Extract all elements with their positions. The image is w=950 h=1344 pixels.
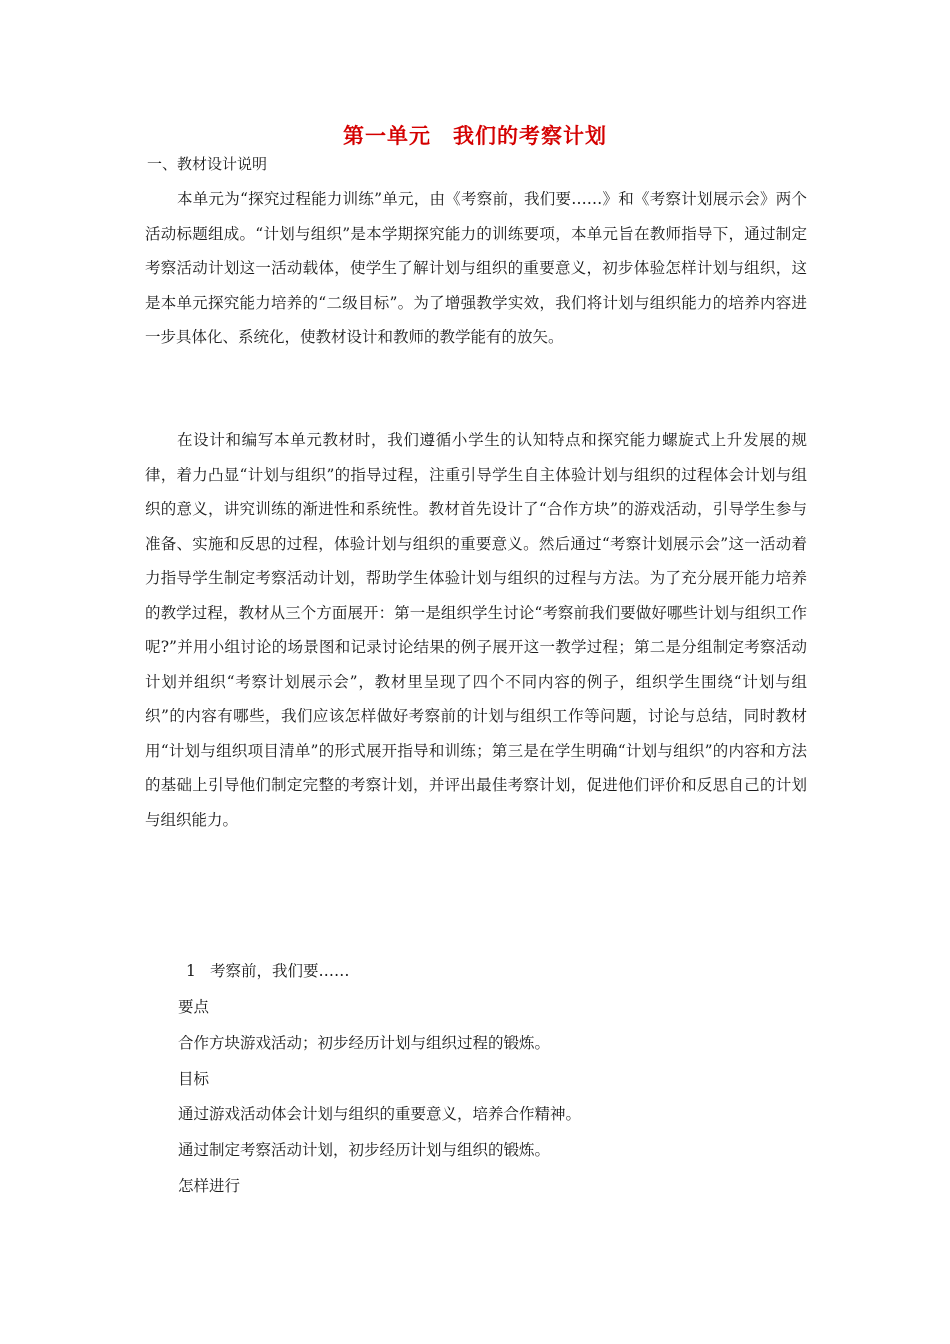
numbered-item	[186, 960, 350, 982]
key-points-text: 合作方块游戏活动；初步经历计划与组织过程的锻炼。	[178, 1034, 551, 1052]
label-goals: 目标	[178, 1070, 210, 1088]
paragraph-1: 本单元为“探究过程能力训练”单元，由《考察前，我们要……》和《考察计划展示会》两个活动标题组成。“计划与组织”是本学期探究能力的训练要项，本单元旨在教师指导下，通过制定考察活动计划这一活动载体，使学生了解计划与组织的重要意义，初步体验怎样计划与组织，这是本单元探究能力培养的“二级目标”。为了增强教学实效，我们将计划与组织能力的培养内容进一步具体化、系统化，使教材设计和教师的教学能有的放矢。	[145, 190, 807, 346]
goal-2: 通过制定考察活动计划，初步经历计划与组织的锻炼。	[178, 1141, 551, 1159]
section-heading: 一、教材设计说明	[147, 155, 268, 173]
goal-1: 通过游戏活动体会计划与组织的重要意义，培养合作精神。	[178, 1105, 582, 1123]
label-how: 怎样进行	[178, 1177, 241, 1195]
item-title: 考察前，我们要……	[210, 962, 350, 980]
document-title: 第一单元 我们的考察计划	[343, 123, 607, 148]
label-key-points: 要点	[178, 998, 210, 1016]
paragraph-2: 在设计和编写本单元教材时，我们遵循小学生的认知特点和探究能力螺旋式上升发展的规律，着力凸显“计划与组织”的指导过程，注重引导学生自主体验计划与组织的过程体会计划与组织的意义，讲究训练的渐进性和系统性。教材首先设计了“合作方块”的游戏活动，引导学生参与准备、实施和反思的过程，体验计划与组织的重要意义。然后通过“考察计划展示会”这一活动着力指导学生制定考察活动计划，帮助学生体验计划与组织的过程与方法。为了充分展开能力培养的教学过程，教材从三个方面展开：第一是组织学生讨论“考察前我们要做好哪些计划与组织工作呢?”并用小组讨论的场景图和记录讨论结果的例子展开这一教学过程；第二是分组制定考察活动计划并组织“考察计划展示会”，教材里呈现了四个不同内容的例子，组织学生围绕“计划与组织”的内容有哪些，我们应该怎样做好考察前的计划与组织工作等问题，讨论与总结，同时教材用“计划与组织项目清单”的形式展开指导和训练；第三是在学生明确“计划与组织”的内容和方法的基础上引导他们制定完整的考察计划，并评出最佳考察计划，促进他们评价和反思自己的计划与组织能力。	[145, 431, 807, 829]
item-number: 1	[186, 962, 196, 980]
